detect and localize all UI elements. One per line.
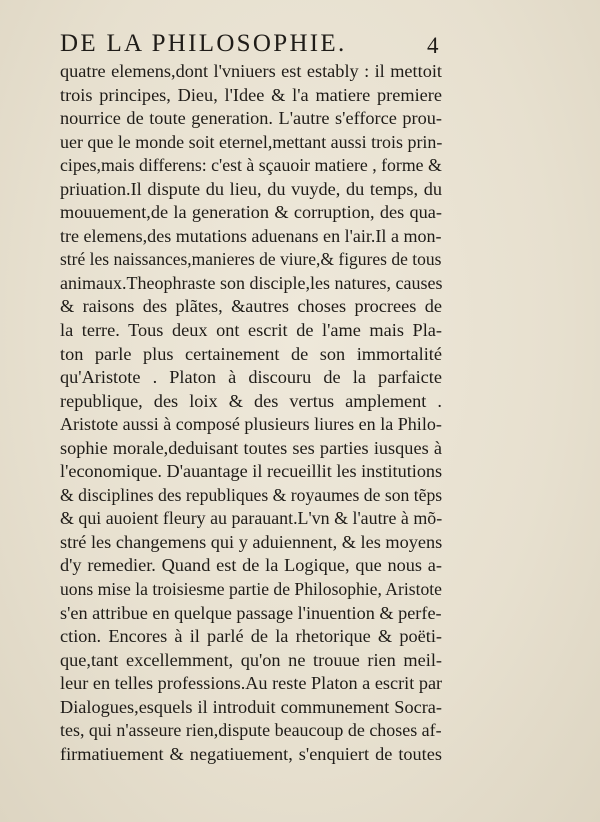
text-line: tes, qui n'asseure rien,dispute beaucoup de choses af- xyxy=(60,720,442,741)
text-line: que,tant excellemment, qu'on ne trouue rien meil- xyxy=(60,649,442,670)
text-line: Dialogues,esquels il introduit communement Socra- xyxy=(60,696,442,717)
text-line: stré les naissances,manieres de viure,& figures de tous xyxy=(60,249,442,270)
text-line: qu'Aristote . Platon à discouru de la parfaicte xyxy=(60,367,442,388)
text-line: d'y remedier. Quand est de la Logique, que nous a- xyxy=(60,555,442,576)
running-head: DE LA PHILOSOPHIE. xyxy=(60,30,347,57)
text-line: & raisons des plãtes, &autres choses procrees de xyxy=(60,296,442,317)
text-line: nourrice de toute generation. L'autre s'efforce prou- xyxy=(60,108,442,129)
text-line: priuation.Il dispute du lieu, du vuyde, du temps, du xyxy=(60,178,442,199)
text-line: l'economique. D'auantage il recueillit les institutions xyxy=(60,461,443,482)
text-line: trois principes, Dieu, l'Idee & l'a matiere premiere xyxy=(60,84,442,105)
text-line: ton parle plus certainement de son immortalité xyxy=(60,343,442,364)
text-line: animaux.Theophraste son disciple,les natures, causes xyxy=(60,272,443,293)
text-line: quatre elemens,dont l'vniuers est estably : il mettoit xyxy=(60,61,442,81)
text-line: mouuement,de la generation & corruption, des qua- xyxy=(60,202,442,223)
text-line: ction. Encores à il parlé de la rhetorique & poëti- xyxy=(60,626,442,647)
text-line: la terre. Tous deux ont escrit de l'ame mais Pla- xyxy=(60,320,442,341)
body-text xyxy=(60,60,442,766)
text-line: leur en telles professions.Au reste Platon a escrit par xyxy=(60,673,443,694)
text-line: uons mise la troisiesme partie de Philosophie, Aristote xyxy=(60,579,442,600)
text-line: s'en attribue en quelque passage l'inuention & perfe- xyxy=(60,602,442,623)
text-line: Aristote aussi à composé plusieurs liures en la Philo- xyxy=(60,414,442,435)
text-line: & qui auoient fleury au parauant.L'vn & l'autre à mõ- xyxy=(60,508,443,529)
text-line: uer que le monde soit eternel,mettant aussi trois prin- xyxy=(60,131,443,152)
text-line: sophie morale,deduisant toutes ses parties iusques à xyxy=(60,437,442,458)
text-line: republique, des loix & des vertus amplement . xyxy=(60,390,442,411)
text-line: firmatiuement & negatiuement, s'enquiert de toutes xyxy=(60,743,442,764)
text-line: cipes,mais differens: c'est à sçauoir matiere , forme & xyxy=(60,155,442,176)
page-number: 4 xyxy=(427,33,439,58)
text-line: & disciplines des republiques & royaumes de son tẽps xyxy=(60,484,443,505)
text-line: stré les changemens qui y aduiennent, & les moyens xyxy=(60,531,443,552)
text-line: tre elemens,des mutations aduenans en l'air.Il a mon- xyxy=(60,225,442,246)
